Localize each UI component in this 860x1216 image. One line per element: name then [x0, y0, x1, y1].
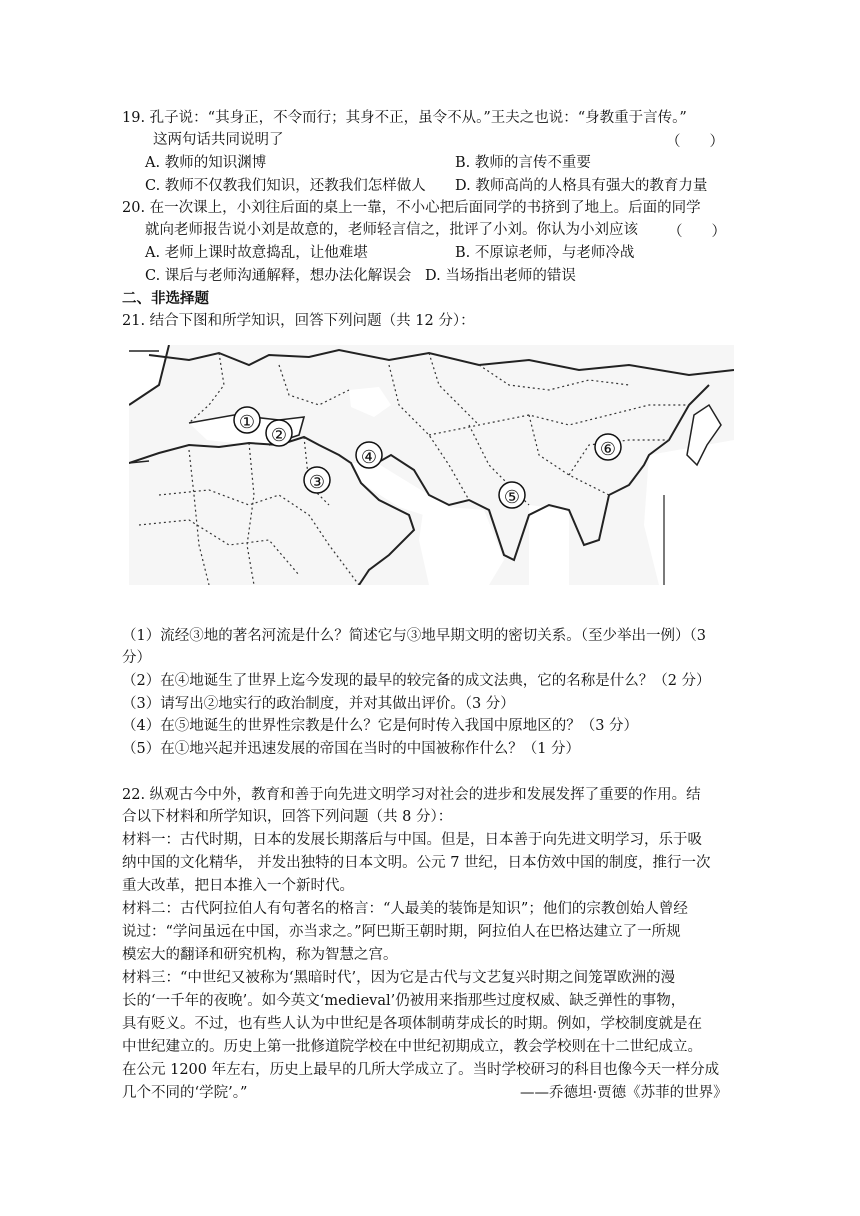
q22-material3-d: 中世纪建立的。历史上第一批修道院学校在中世纪初期成立，教会学校则在十二世纪成立。 [122, 1039, 702, 1055]
q20-option-b[interactable]: B. 不原谅老师，与老师冷战 [455, 245, 635, 261]
q22-material1-c: 重大改革，把日本推入一个新时代。 [122, 878, 354, 894]
q19-option-a[interactable]: A. 教师的知识渊博 [145, 155, 267, 171]
q20-option-c[interactable]: C. 课后与老师沟通解释，想办法化解误会 [145, 268, 412, 284]
world-map-figure [129, 345, 734, 585]
q22-material2-b: 说过：“学问虽远在中国，亦当求之。”阿巴斯王朝时期，阿拉伯人在巴格达建立了一所规 [122, 924, 681, 940]
q20-stem: 20. 在一次课上，小刘往后面的桌上一靠，不小心把后面同学的书挤到了地上。后面的同学 [122, 200, 701, 216]
q21-sub4: （4）在⑤地诞生的世界性宗教是什么？它是何时传入我国中原地区的？（3 分） [122, 718, 639, 734]
q19-option-d[interactable]: D. 教师高尚的人格具有强大的教育力量 [455, 178, 708, 194]
map-marker-2: ② [270, 425, 288, 446]
q19-option-b[interactable]: B. 教师的言传不重要 [455, 155, 591, 171]
q22-material2-c: 模宏大的翻译和研究机构，称为智慧之宫。 [122, 947, 398, 963]
q19-stem: 19. 孔子说：“其身正，不令而行；其身不正，虽令不从。”王夫之也说：“身教重于言传。” [122, 110, 687, 126]
q20-answer-blank[interactable]: （ ） [668, 224, 726, 240]
q21-stem: 21. 结合下图和所学知识，回答下列问题（共 12 分）： [122, 313, 475, 329]
q21-sub3: （3）请写出②地实行的政治制度，并对其做出评价。（3 分） [122, 696, 515, 712]
q22-material3-a: 材料三：“中世纪又被称为‘黑暗时代’，因为它是古代与文艺复兴时期之间笼罩欧洲的漫 [122, 970, 676, 986]
q19-answer-blank[interactable]: （ ） [666, 134, 724, 150]
q22-material2-a: 材料二：古代阿拉伯人有句著名的格言：“人最美的装饰是知识”；他们的宗教创始人曾经 [122, 901, 688, 917]
q22-material3-c: 具有贬义。不过，也有些人认为中世纪是各项体制萌芽成长的时期。例如，学校制度就是在 [122, 1016, 702, 1032]
q22-material3-e: 在公元 1200 年左右，历史上最早的几所大学成立了。当时学校研习的科目也像今天一样分成 [122, 1062, 720, 1078]
q21-sub1: （1）流经③地的著名河流是什么？简述它与③地早期文明的密切关系。（至少举出一例）（3 [122, 628, 706, 644]
q22-stem: 22. 纵观古今中外，教育和善于向先进文明学习对社会的进步和发展发挥了重要的作用。结 [122, 787, 701, 803]
bay-of-bengal [529, 505, 569, 585]
q22-material3-b: 长的‘一千年的夜晚’。如今英文‘medieval’仍被用来指那些过度权威、缺乏弹性的事物， [122, 993, 686, 1009]
q21-sub5: （5）在①地兴起并迅速发展的帝国在当时的中国被称作什么？（1 分） [122, 741, 581, 757]
map-marker-3: ③ [308, 472, 326, 493]
pacific-sea [644, 440, 734, 585]
q21-sub2: （2）在④地诞生了世界上迄今发现的最早的较完备的成文法典，它的名称是什么？（2 分） [122, 673, 711, 689]
q22-stem-cont: 合以下材料和所学知识，回答下列问题（共 8 分）： [122, 809, 453, 825]
map-marker-5: ⑤ [503, 487, 521, 508]
q20-option-d[interactable]: D. 当场指出老师的错误 [425, 268, 576, 284]
q22-material1-a: 材料一：古代时期，日本的发展长期落后与中国。但是，日本善于向先进文明学习，乐于吸 [122, 832, 702, 848]
q22-source-citation: ——乔德坦·贾德《苏菲的世界》 [520, 1085, 728, 1101]
map-marker-4: ④ [360, 447, 378, 468]
q22-material1-b: 纳中国的文化精华， 并发出独特的日本文明。公元 7 世纪，日本仿效中国的制度，推行一次 [122, 855, 711, 871]
q22-material3-f: 几个不同的‘学院’。” [122, 1085, 248, 1101]
map-marker-1: ① [238, 412, 256, 433]
q19-option-c[interactable]: C. 教师不仅教我们知识，还教我们怎样做人 [145, 178, 426, 194]
q20-option-a[interactable]: A. 老师上课时故意捣乱，让他难堪 [145, 245, 368, 261]
map-marker-6: ⑥ [599, 439, 617, 460]
section-heading: 二、非选择题 [122, 290, 209, 307]
q19-stem-cont: 这两句话共同说明了 [153, 132, 284, 148]
q20-stem-cont: 就向老师报告说小刘是故意的，老师轻言信之，批评了小刘。你认为小刘应该 [145, 222, 638, 238]
q21-sub1-cont: 分） [122, 650, 151, 666]
